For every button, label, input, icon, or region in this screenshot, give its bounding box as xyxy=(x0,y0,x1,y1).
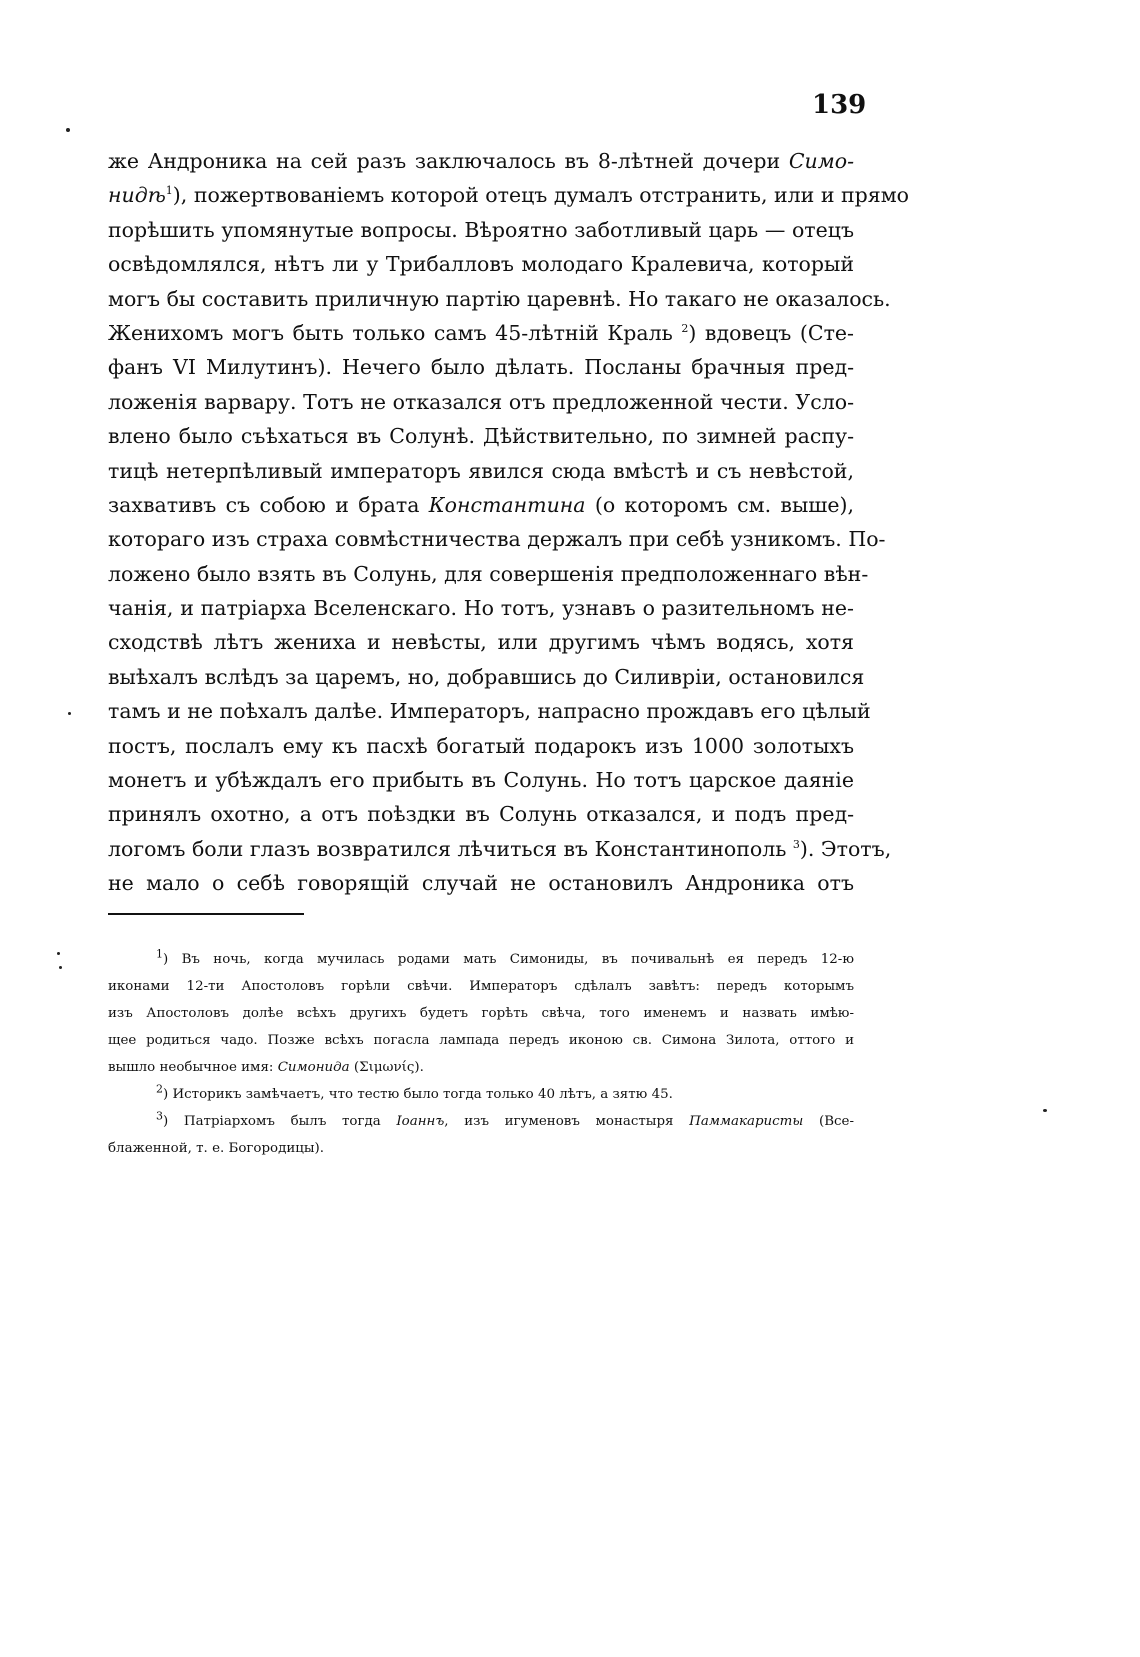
text-run: влено было съѣхаться въ Солунѣ. Дѣйствительно, по зимней распу- xyxy=(108,424,854,449)
body-line xyxy=(108,660,865,694)
text-run: щее родиться чадо. Позже всѣхъ погасла лампада передъ иконою св. Симона Зилота, оттого и xyxy=(108,1033,854,1048)
text-run: ) вдовецъ (Сте- xyxy=(688,320,854,345)
footnote-marker: 2 xyxy=(156,1082,163,1096)
text-run: тамъ и не поѣхалъ далѣе. Императоръ, напрасно прождавъ его цѣлый xyxy=(108,699,871,724)
body-line xyxy=(108,797,854,831)
body-line xyxy=(108,282,891,316)
footnote-marker: 3 xyxy=(156,1109,163,1123)
italic-run: Симо- xyxy=(788,149,854,173)
body-line xyxy=(108,763,854,797)
footnote-rule xyxy=(108,913,304,915)
text-run: принялъ охотно, а отъ поѣздки въ Солунь отказался, и подъ пред- xyxy=(108,802,854,827)
body-line xyxy=(108,591,854,625)
text-run: не мало о себѣ говорящій случай не остановилъ Андроника отъ xyxy=(108,871,854,896)
text-run: постъ, послалъ ему къ пасхѣ богатый подарокъ изъ 1000 золотыхъ xyxy=(108,733,854,758)
footnotes xyxy=(108,946,854,1162)
footnote-line xyxy=(108,1108,854,1135)
text-run: (Все- xyxy=(803,1114,854,1129)
footnote-marker: 1 xyxy=(156,947,163,961)
text-run: иконами 12-ти Апостоловъ горѣли свѣчи. Императоръ сдѣлалъ завѣтъ: передъ которымъ xyxy=(108,979,854,994)
text-run: чанія, и патріарха Вселенскаго. Но тотъ, узнавъ о разительномъ не- xyxy=(108,596,854,621)
scan-speck xyxy=(57,952,60,955)
scan-speck xyxy=(1043,1109,1047,1112)
text-run: же Андроника на сей разъ заключалось въ 8-лѣтней дочери xyxy=(108,149,789,173)
footnote-line xyxy=(108,973,854,1000)
body-line xyxy=(108,557,869,591)
text-run: ) Историкъ замѣчаетъ, что тестю было тогда только 40 лѣтъ, а зятю 45. xyxy=(163,1087,673,1102)
footnote-line xyxy=(108,1027,854,1054)
footnote-line xyxy=(108,1000,854,1027)
body-line xyxy=(108,144,854,178)
body-line xyxy=(108,488,854,522)
text-run: , изъ игуменовъ монастыря xyxy=(444,1114,690,1129)
text-run: освѣдомлялся, нѣтъ ли у Трибалловъ молодаго Кралевича, который xyxy=(108,252,854,277)
footnote-line xyxy=(108,1054,854,1081)
scan-speck xyxy=(68,712,71,715)
body-line xyxy=(108,866,854,900)
italic-run: Паммакаристы xyxy=(689,1114,804,1129)
body-line xyxy=(108,522,886,556)
text-run: (Σιμωνίς). xyxy=(349,1060,424,1075)
text-run: котораго изъ страха совмѣстничества держалъ при себѣ узникомъ. По- xyxy=(108,527,886,552)
text-run: захвативъ съ собою и брата xyxy=(108,492,429,517)
text-run: ложенія варвару. Тотъ не отказался отъ предложенной чести. Усло- xyxy=(108,389,854,414)
body-line xyxy=(108,247,854,281)
body-line xyxy=(108,419,854,453)
body-text xyxy=(108,144,910,901)
footnote-marker: 3 xyxy=(792,837,800,851)
footnote-marker: 2 xyxy=(681,322,689,336)
text-run: (о которомъ см. выше), xyxy=(585,492,854,517)
footnote-line xyxy=(108,1135,854,1162)
text-run: изъ Апостоловъ долѣе всѣхъ другихъ будетъ горѣть свѣча, того именемъ и назвать имѣю- xyxy=(108,1006,854,1021)
text-run: монетъ и убѣждалъ его прибыть въ Солунь. Но тотъ царское даяніе xyxy=(108,768,854,793)
body-line xyxy=(108,385,854,419)
footnote-line xyxy=(108,946,854,973)
text-run: логомъ боли глазъ возвратился лѣчиться въ Константинополь xyxy=(108,836,793,861)
body-line xyxy=(108,454,854,488)
text-run: ) Патріархомъ былъ тогда xyxy=(163,1114,397,1129)
text-run: могъ бы составить приличную партію царевнѣ. Но такаго не оказалось. xyxy=(108,286,891,311)
text-run: сходствѣ лѣтъ жениха и невѣсты, или другимъ чѣмъ водясь, хотя xyxy=(108,630,854,655)
scan-speck xyxy=(59,966,62,969)
text-run: ложено было взять въ Солунь, для совершенія предположеннаго вѣн- xyxy=(108,561,869,586)
italic-run: Іоаннъ xyxy=(396,1114,445,1129)
text-run: блаженной, т. е. Богородицы). xyxy=(108,1141,325,1156)
text-run: вышло необычное имя: xyxy=(108,1060,278,1075)
footnote-line xyxy=(108,1081,854,1108)
scan-speck xyxy=(66,128,70,132)
body-line xyxy=(108,178,910,212)
page-number: 139 xyxy=(812,90,867,120)
body-line xyxy=(108,350,854,384)
body-line xyxy=(108,625,854,659)
body-line xyxy=(108,213,854,247)
text-run: выѣхалъ вслѣдъ за царемъ, но, добравшись до Силивріи, остановился xyxy=(108,664,865,689)
body-line xyxy=(108,832,892,866)
italic-run: Симонида xyxy=(277,1060,350,1075)
italic-run: Константина xyxy=(428,492,586,517)
text-run: ). Этотъ, xyxy=(799,836,892,861)
text-run: ), пожертвованіемъ которой отецъ думалъ отстранить, или и прямо xyxy=(172,183,910,208)
text-run: Женихомъ могъ быть только самъ 45-лѣтній Краль xyxy=(108,320,682,345)
italic-run: нидѣ xyxy=(108,183,166,208)
footnote-marker: 1 xyxy=(165,184,173,198)
body-line xyxy=(108,694,871,728)
body-line xyxy=(108,729,854,763)
text-run: фанъ VI Милутинъ). Нечего было дѣлать. Посланы брачныя пред- xyxy=(108,355,854,380)
text-run: ) Въ ночь, когда мучилась родами мать Симониды, въ почивальнѣ ея передъ 12-ю xyxy=(163,952,854,967)
text-run: порѣшить упомянутые вопросы. Вѣроятно заботливый царь — отецъ xyxy=(108,217,854,242)
body-line xyxy=(108,316,854,350)
text-run: тицѣ нетерпѣливый императоръ явился сюда вмѣстѣ и съ невѣстой, xyxy=(108,458,854,483)
